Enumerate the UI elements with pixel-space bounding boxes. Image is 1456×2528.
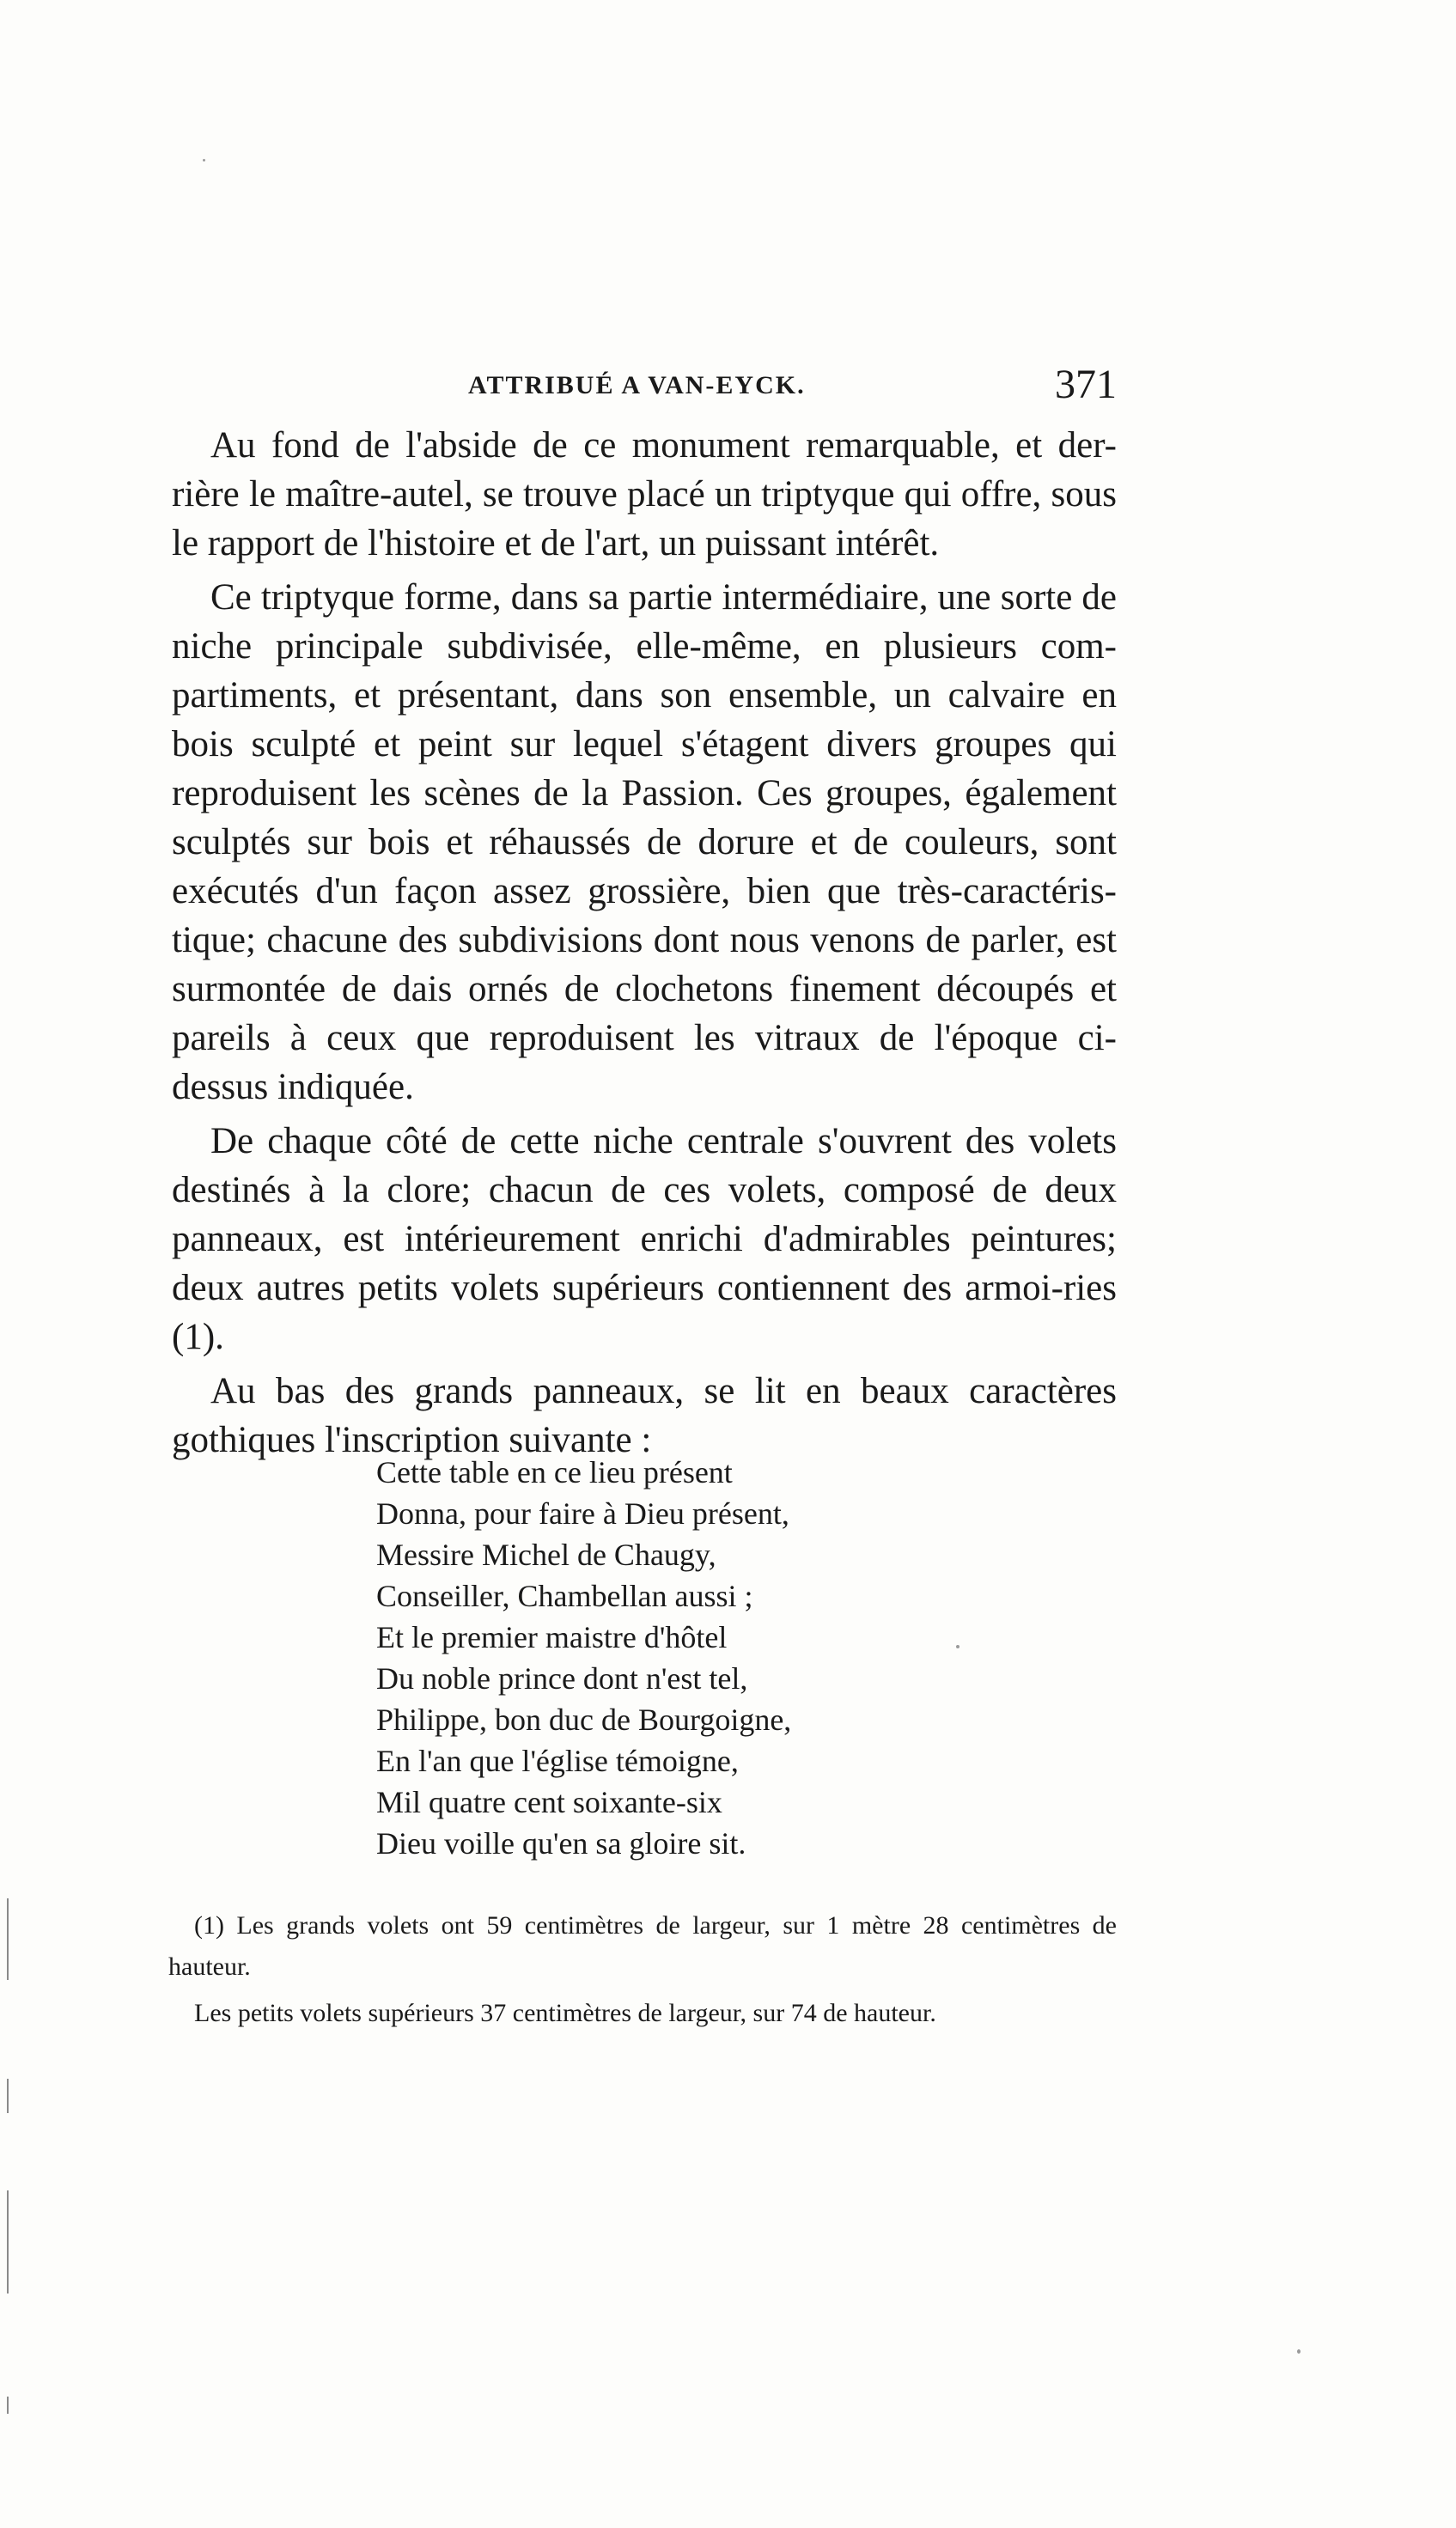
verse-line: Et le premier maistre d'hôtel bbox=[376, 1620, 728, 1654]
verse-line: Donna, pour faire à Dieu présent, bbox=[376, 1496, 789, 1531]
scan-margin-mark bbox=[7, 2079, 9, 2113]
verse-line: En l'an que l'église témoigne, bbox=[376, 1744, 739, 1778]
body-text bbox=[172, 421, 1117, 1465]
scan-margin-mark bbox=[7, 2397, 9, 2414]
footnote: Les petits volets supérieurs 37 centimètres de largeur, sur 74 de hauteur. bbox=[194, 1999, 936, 2027]
verse-line: Du noble prince dont n'est tel, bbox=[376, 1661, 748, 1696]
verse-line: Conseiller, Chambellan aussi ; bbox=[376, 1579, 753, 1613]
verse-line: Messire Michel de Chaugy, bbox=[376, 1538, 716, 1572]
scan-speck bbox=[1297, 2349, 1301, 2354]
verse-line: Mil quatre cent soixante-six bbox=[376, 1785, 722, 1819]
footnotes bbox=[168, 1905, 1117, 2034]
paragraph: De chaque côté de cette niche centrale s'ouvrent des volets destinés à la clore; chacun de ces volets, composé de deux panneaux, est intérieurement enrichi d'admirables peintures; deux autres petits volets supérieurs contiennent des armoi-ries (1). bbox=[172, 1121, 1117, 1357]
running-header bbox=[172, 361, 1117, 412]
scan-margin-mark bbox=[7, 1898, 9, 1980]
scan-margin-mark bbox=[7, 2190, 9, 2293]
paragraph: Au bas des grands panneaux, se lit en beaux caractères gothiques l'inscription suivante : bbox=[172, 1371, 1117, 1460]
page-number: 371 bbox=[1055, 362, 1117, 407]
inscription-verse bbox=[376, 1452, 978, 1864]
scan-speck bbox=[203, 159, 205, 161]
running-title: ATTRIBUÉ A VAN-EYCK. bbox=[468, 371, 806, 399]
paragraph: Au fond de l'abside de ce monument remarquable, et der-rière le maître-autel, se trouve placé un triptyque qui offre, sous le rapport de l'histoire et de l'art, un puissant intérêt. bbox=[172, 425, 1117, 563]
paragraph: Ce triptyque forme, dans sa partie intermédiaire, une sorte de niche principale subdivisée, elle-même, en plusieurs com-partiments, et présentant, dans son ensemble, un calvaire en bois sculpté et peint sur lequel s'étagent divers groupes qui reproduisent les scènes de la Passion. Ces groupes, également sculptés sur bois et réhaussés de dorure et de couleurs, sont exécutés d'un façon assez grossière, bien que très-caractéris-tique; chacune des subdivisions dont nous venons de parler, est surmontée de dais ornés de clochetons finement découpés et pareils à ceux que reproduisent les vitraux de l'époque ci-dessus indiquée. bbox=[172, 577, 1117, 1107]
footnote: (1) Les grands volets ont 59 centimètres de largeur, sur 1 mètre 28 centimètres de hauteur. bbox=[168, 1911, 1117, 1981]
verse-line: Cette table en ce lieu présent bbox=[376, 1455, 733, 1489]
verse-line: Philippe, bon duc de Bourgoigne, bbox=[376, 1703, 792, 1737]
scan-speck bbox=[956, 1645, 959, 1648]
verse-line: Dieu voille qu'en sa gloire sit. bbox=[376, 1826, 746, 1861]
